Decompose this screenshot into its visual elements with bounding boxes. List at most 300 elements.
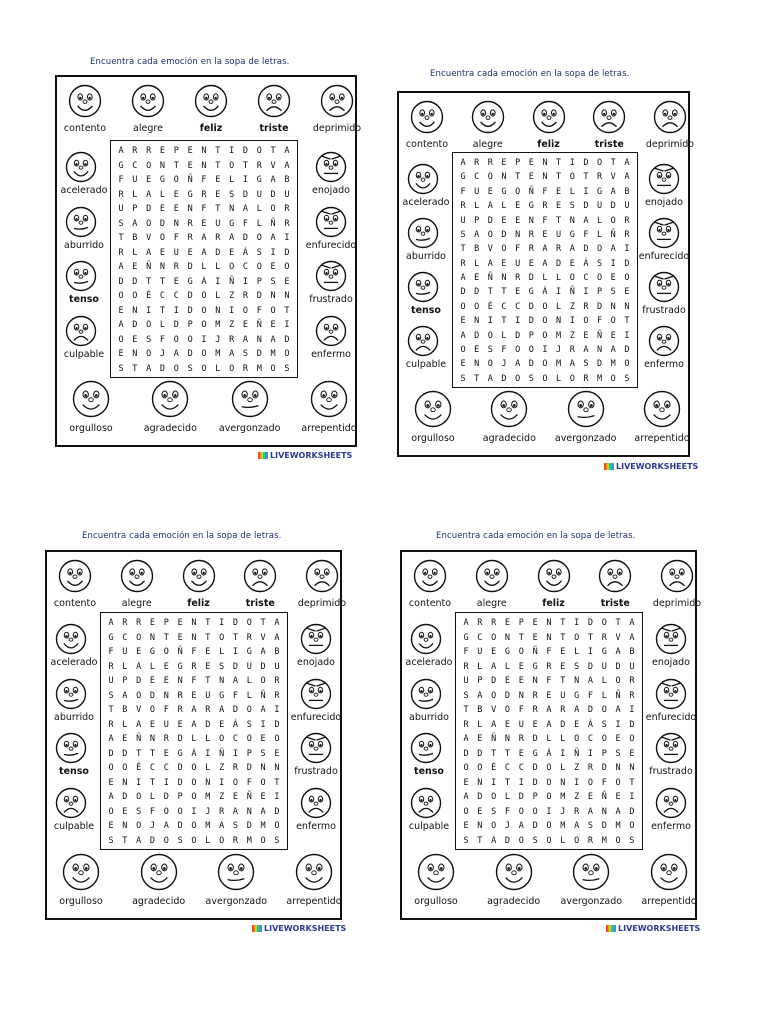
grid-letter[interactable]: L	[256, 204, 262, 214]
grid-letter[interactable]: N	[173, 218, 179, 229]
grid-letter[interactable]: N	[504, 734, 511, 744]
grid-letter[interactable]: T	[556, 158, 562, 168]
grid-letter[interactable]: E	[187, 160, 193, 171]
grid-letter[interactable]: F	[515, 244, 521, 255]
grid-letter[interactable]: O	[528, 344, 534, 355]
grid-letter[interactable]: A	[629, 618, 635, 628]
grid-letter[interactable]: D	[532, 734, 538, 744]
grid-letter[interactable]: Ñ	[574, 748, 580, 759]
grid-letter[interactable]: O	[201, 291, 207, 301]
grid-letter[interactable]: L	[560, 763, 566, 773]
grid-letter[interactable]: U	[274, 661, 280, 672]
grid-letter[interactable]: F	[256, 305, 262, 316]
grid-letter[interactable]: R	[201, 189, 207, 200]
grid-letter[interactable]: D	[232, 618, 239, 628]
grid-letter[interactable]: A	[146, 189, 152, 200]
grid-letter[interactable]: S	[491, 806, 497, 817]
grid-letter[interactable]: O	[163, 647, 169, 657]
grid-letter[interactable]: L	[597, 215, 603, 226]
grid-letter[interactable]: E	[118, 305, 124, 316]
grid-letter[interactable]: I	[201, 334, 207, 345]
grid-letter[interactable]: O	[163, 835, 169, 846]
grid-letter[interactable]: I	[270, 247, 276, 258]
grid-letter[interactable]: R	[560, 705, 566, 715]
grid-letter[interactable]: N	[205, 777, 211, 788]
grid-letter[interactable]: R	[146, 146, 152, 156]
grid-letter[interactable]: A	[219, 705, 225, 715]
grid-letter[interactable]: S	[246, 719, 252, 730]
grid-letter[interactable]: S	[583, 359, 589, 370]
grid-letter[interactable]: E	[460, 359, 466, 370]
grid-letter[interactable]: D	[136, 676, 142, 686]
grid-letter[interactable]: A	[118, 320, 124, 330]
grid-letter[interactable]: G	[256, 175, 262, 185]
grid-letter[interactable]: N	[477, 777, 483, 788]
grid-letter[interactable]: M	[246, 835, 252, 846]
grid-letter[interactable]: T	[146, 276, 152, 287]
grid-letter[interactable]: E	[532, 719, 538, 730]
grid-letter[interactable]: A	[624, 172, 630, 183]
grid-letter[interactable]: A	[270, 334, 276, 345]
grid-letter[interactable]: E	[463, 821, 469, 831]
grid-letter[interactable]: A	[542, 258, 548, 269]
grid-letter[interactable]: A	[615, 806, 621, 817]
grid-letter[interactable]: E	[122, 734, 128, 744]
grid-letter[interactable]: D	[629, 719, 635, 730]
grid-letter[interactable]: O	[574, 734, 580, 744]
grid-letter[interactable]: U	[556, 229, 562, 240]
grid-letter[interactable]: D	[474, 330, 480, 341]
grid-letter[interactable]: O	[463, 806, 469, 817]
grid-letter[interactable]: O	[246, 734, 252, 744]
grid-letter[interactable]: M	[256, 363, 262, 374]
grid-letter[interactable]: D	[477, 748, 483, 759]
grid-letter[interactable]: E	[542, 229, 548, 240]
grid-letter[interactable]: E	[546, 690, 552, 701]
grid-letter[interactable]: O	[260, 835, 266, 846]
grid-letter[interactable]: R	[232, 763, 239, 773]
grid-letter[interactable]: M	[615, 821, 621, 831]
grid-letter[interactable]: S	[136, 806, 142, 817]
grid-letter[interactable]: O	[629, 734, 635, 744]
grid-letter[interactable]: Á	[587, 719, 594, 730]
grid-letter[interactable]: U	[118, 204, 124, 214]
grid-letter[interactable]: P	[177, 792, 183, 802]
grid-letter[interactable]: R	[528, 229, 534, 240]
grid-letter[interactable]: R	[546, 661, 552, 672]
grid-letter[interactable]: D	[159, 363, 166, 374]
grid-letter[interactable]: O	[201, 363, 207, 374]
grid-letter[interactable]: L	[205, 734, 211, 744]
grid-letter[interactable]: L	[149, 792, 156, 802]
grid-letter[interactable]: O	[515, 373, 521, 384]
grid-letter[interactable]: R	[518, 734, 524, 744]
grid-letter[interactable]: T	[122, 835, 128, 846]
grid-letter[interactable]: Á	[542, 287, 548, 298]
grid-letter[interactable]: A	[136, 719, 142, 730]
grid-letter[interactable]: R	[118, 189, 124, 200]
grid-letter[interactable]: N	[256, 334, 262, 345]
grid-letter[interactable]: O	[487, 172, 493, 183]
grid-letter[interactable]: A	[474, 229, 480, 240]
grid-letter[interactable]: É	[491, 763, 497, 773]
grid-letter[interactable]: O	[491, 821, 497, 831]
grid-letter[interactable]: Á	[242, 247, 249, 258]
grid-letter[interactable]: E	[477, 806, 483, 817]
grid-letter[interactable]: A	[146, 363, 152, 374]
grid-letter[interactable]: G	[460, 172, 466, 183]
grid-letter[interactable]: P	[132, 204, 138, 214]
grid-letter[interactable]: N	[477, 821, 483, 831]
grid-letter[interactable]: A	[232, 676, 239, 686]
grid-letter[interactable]: S	[624, 373, 630, 384]
grid-letter[interactable]: D	[122, 748, 128, 759]
grid-letter[interactable]: O	[487, 330, 493, 341]
grid-letter[interactable]: A	[118, 262, 124, 272]
grid-letter[interactable]: U	[474, 186, 480, 197]
grid-letter[interactable]: E	[515, 201, 521, 212]
grid-letter[interactable]: Ñ	[177, 647, 183, 657]
grid-letter[interactable]: O	[501, 244, 507, 255]
grid-letter[interactable]: R	[597, 172, 603, 183]
grid-letter[interactable]: E	[556, 186, 562, 197]
grid-letter[interactable]: L	[215, 262, 221, 272]
grid-letter[interactable]: D	[284, 247, 290, 258]
grid-letter[interactable]: N	[615, 763, 621, 773]
grid-letter[interactable]: D	[149, 835, 156, 846]
grid-letter[interactable]: I	[583, 186, 589, 197]
grid-letter[interactable]: N	[201, 146, 207, 156]
grid-letter[interactable]: I	[629, 792, 635, 802]
grid-letter[interactable]: Ñ	[256, 320, 262, 330]
grid-letter[interactable]: R	[601, 632, 607, 643]
grid-letter[interactable]: D	[601, 821, 607, 831]
grid-letter[interactable]: A	[574, 705, 580, 715]
grid-letter[interactable]: E	[532, 632, 538, 643]
grid-letter[interactable]: E	[515, 215, 521, 226]
grid-letter[interactable]: F	[191, 647, 197, 657]
grid-letter[interactable]: O	[242, 305, 249, 316]
grid-letter[interactable]: E	[477, 734, 483, 744]
grid-letter[interactable]: O	[256, 262, 262, 272]
grid-letter[interactable]: D	[528, 359, 534, 370]
grid-letter[interactable]: E	[242, 320, 249, 330]
grid-letter[interactable]: O	[159, 233, 166, 243]
grid-letter[interactable]: R	[205, 705, 211, 715]
grid-letter[interactable]: D	[205, 719, 211, 730]
grid-letter[interactable]: M	[610, 359, 616, 370]
grid-letter[interactable]: O	[491, 690, 497, 701]
grid-letter[interactable]: I	[163, 777, 169, 788]
grid-letter[interactable]: O	[518, 835, 524, 846]
grid-letter[interactable]: L	[560, 734, 566, 744]
grid-letter[interactable]: R	[583, 301, 589, 312]
grid-letter[interactable]: D	[597, 359, 603, 370]
grid-letter[interactable]: O	[149, 705, 156, 715]
grid-letter[interactable]: L	[501, 330, 507, 341]
grid-letter[interactable]: T	[610, 158, 616, 168]
grid-letter[interactable]: L	[215, 291, 221, 301]
grid-letter[interactable]: I	[242, 276, 249, 287]
grid-letter[interactable]: L	[504, 661, 511, 672]
grid-letter[interactable]: N	[629, 763, 635, 773]
grid-letter[interactable]: J	[215, 334, 221, 345]
grid-letter[interactable]: Ñ	[270, 218, 276, 229]
grid-letter[interactable]: D	[491, 676, 497, 686]
grid-letter[interactable]: T	[205, 632, 211, 643]
grid-letter[interactable]: E	[132, 334, 138, 345]
grid-letter[interactable]: D	[629, 806, 635, 817]
grid-letter[interactable]: I	[587, 748, 594, 759]
grid-letter[interactable]: I	[284, 320, 290, 330]
grid-letter[interactable]: E	[108, 821, 114, 831]
grid-letter[interactable]: R	[542, 201, 548, 212]
grid-letter[interactable]: E	[629, 748, 635, 759]
grid-letter[interactable]: E	[132, 262, 138, 272]
grid-letter[interactable]: S	[118, 218, 124, 229]
grid-letter[interactable]: C	[583, 273, 589, 283]
grid-letter[interactable]: E	[270, 320, 276, 330]
grid-letter[interactable]: O	[487, 229, 493, 240]
grid-letter[interactable]: D	[232, 705, 239, 715]
grid-letter[interactable]: D	[242, 233, 249, 243]
grid-letter[interactable]: O	[474, 301, 480, 312]
grid-letter[interactable]: G	[187, 276, 193, 287]
grid-letter[interactable]: D	[163, 792, 169, 802]
grid-letter[interactable]: L	[597, 229, 603, 240]
grid-letter[interactable]: R	[215, 233, 221, 243]
grid-letter[interactable]: T	[474, 373, 480, 384]
grid-letter[interactable]: D	[173, 320, 179, 330]
grid-letter[interactable]: E	[528, 158, 534, 168]
grid-letter[interactable]: F	[601, 777, 607, 788]
grid-letter[interactable]: O	[610, 215, 616, 226]
grid-letter[interactable]: A	[546, 719, 552, 730]
grid-letter[interactable]: F	[108, 647, 114, 657]
grid-letter[interactable]: U	[163, 719, 169, 730]
grid-letter[interactable]: Ñ	[219, 748, 225, 759]
grid-letter[interactable]: R	[629, 690, 635, 701]
grid-letter[interactable]: A	[274, 618, 280, 628]
grid-letter[interactable]: O	[191, 835, 197, 846]
grid-letter[interactable]: L	[256, 218, 262, 229]
grid-letter[interactable]: C	[163, 763, 169, 773]
grid-letter[interactable]: E	[528, 172, 534, 183]
grid-letter[interactable]: P	[528, 330, 534, 341]
grid-letter[interactable]: C	[132, 160, 138, 171]
grid-letter[interactable]: S	[177, 835, 183, 846]
grid-letter[interactable]: U	[629, 661, 635, 672]
grid-letter[interactable]: O	[518, 806, 524, 817]
grid-letter[interactable]: N	[501, 172, 507, 183]
grid-letter[interactable]: O	[246, 705, 252, 715]
grid-letter[interactable]: T	[560, 632, 566, 643]
grid-letter[interactable]: T	[260, 618, 266, 628]
grid-letter[interactable]: S	[615, 748, 621, 759]
grid-letter[interactable]: D	[583, 244, 589, 255]
grid-letter[interactable]: J	[556, 344, 562, 355]
grid-letter[interactable]: F	[542, 186, 548, 197]
grid-letter[interactable]: O	[284, 262, 290, 272]
grid-letter[interactable]: I	[205, 748, 211, 759]
grid-letter[interactable]: O	[136, 690, 142, 701]
grid-letter[interactable]: R	[136, 618, 142, 628]
grid-letter[interactable]: D	[487, 215, 493, 226]
grid-letter[interactable]: R	[463, 719, 469, 730]
grid-letter[interactable]: N	[274, 763, 280, 773]
grid-letter[interactable]: E	[501, 215, 507, 226]
grid-letter[interactable]: E	[274, 748, 280, 759]
grid-letter[interactable]: U	[560, 690, 566, 701]
grid-letter[interactable]: R	[583, 373, 589, 384]
grid-letter[interactable]: T	[515, 172, 521, 183]
grid-letter[interactable]: Z	[219, 763, 225, 773]
grid-letter[interactable]: U	[256, 189, 262, 200]
grid-letter[interactable]: Z	[229, 291, 235, 301]
grid-letter[interactable]: J	[159, 349, 166, 359]
grid-letter[interactable]: R	[219, 806, 225, 817]
grid-letter[interactable]: M	[597, 373, 603, 384]
grid-letter[interactable]: D	[232, 661, 239, 672]
grid-letter[interactable]: E	[191, 690, 197, 701]
grid-letter[interactable]: G	[177, 661, 183, 672]
grid-letter[interactable]: D	[187, 349, 193, 359]
grid-letter[interactable]: I	[610, 258, 616, 269]
grid-letter[interactable]: P	[187, 320, 193, 330]
grid-letter[interactable]: O	[624, 273, 630, 283]
grid-letter[interactable]: L	[504, 792, 511, 802]
grid-letter[interactable]: O	[491, 792, 497, 802]
grid-letter[interactable]: O	[146, 320, 152, 330]
grid-letter[interactable]: T	[108, 705, 114, 715]
grid-letter[interactable]: D	[460, 287, 466, 298]
grid-letter[interactable]: N	[624, 301, 630, 312]
grid-letter[interactable]: M	[601, 835, 607, 846]
grid-letter[interactable]: O	[191, 777, 197, 788]
grid-letter[interactable]: O	[615, 835, 621, 846]
grid-letter[interactable]: D	[270, 189, 276, 200]
grid-letter[interactable]: L	[229, 175, 235, 185]
grid-letter[interactable]: T	[615, 618, 621, 628]
grid-letter[interactable]: A	[191, 705, 197, 715]
grid-letter[interactable]: E	[569, 258, 575, 269]
grid-letter[interactable]: S	[569, 201, 575, 212]
grid-letter[interactable]: D	[260, 661, 266, 672]
grid-letter[interactable]: R	[532, 690, 538, 701]
grid-letter[interactable]: U	[601, 661, 607, 672]
grid-letter[interactable]: T	[491, 748, 497, 759]
grid-letter[interactable]: T	[501, 287, 507, 298]
grid-letter[interactable]: O	[601, 734, 607, 744]
grid-letter[interactable]: R	[460, 258, 466, 269]
grid-letter[interactable]: G	[246, 647, 252, 657]
grid-letter[interactable]: R	[242, 363, 249, 374]
grid-letter[interactable]: A	[108, 618, 114, 628]
grid-letter[interactable]: O	[569, 373, 575, 384]
grid-letter[interactable]: O	[610, 373, 616, 384]
grid-letter[interactable]: E	[504, 676, 511, 686]
grid-letter[interactable]: R	[532, 705, 538, 715]
grid-letter[interactable]: D	[501, 373, 507, 384]
grid-letter[interactable]: V	[487, 244, 493, 255]
grid-letter[interactable]: T	[215, 146, 221, 156]
grid-letter[interactable]: D	[528, 273, 534, 283]
grid-letter[interactable]: T	[136, 748, 142, 759]
grid-letter[interactable]: T	[118, 233, 124, 243]
grid-letter[interactable]: O	[146, 349, 152, 359]
grid-letter[interactable]: E	[528, 258, 534, 269]
grid-letter[interactable]: É	[146, 291, 152, 301]
grid-letter[interactable]: O	[201, 349, 207, 359]
grid-letter[interactable]: L	[474, 201, 480, 212]
grid-letter[interactable]: E	[177, 618, 183, 628]
grid-letter[interactable]: S	[284, 363, 290, 374]
grid-letter[interactable]: E	[610, 330, 616, 341]
grid-letter[interactable]: T	[149, 777, 156, 788]
grid-letter[interactable]: O	[597, 244, 603, 255]
grid-letter[interactable]: T	[232, 632, 239, 643]
grid-letter[interactable]: C	[159, 291, 166, 301]
grid-letter[interactable]: A	[260, 806, 266, 817]
grid-letter[interactable]: E	[177, 719, 183, 730]
grid-letter[interactable]: U	[246, 661, 252, 672]
grid-letter[interactable]: F	[583, 229, 589, 240]
grid-letter[interactable]: C	[504, 763, 511, 773]
grid-letter[interactable]: I	[219, 777, 225, 788]
grid-letter[interactable]: O	[546, 792, 552, 802]
grid-letter[interactable]: R	[284, 204, 290, 214]
grid-letter[interactable]: D	[532, 821, 538, 831]
grid-letter[interactable]: A	[118, 146, 124, 156]
grid-letter[interactable]: R	[256, 160, 262, 171]
grid-letter[interactable]: I	[173, 305, 179, 316]
grid-letter[interactable]: A	[229, 349, 235, 359]
grid-letter[interactable]: R	[629, 676, 635, 686]
grid-letter[interactable]: O	[229, 262, 235, 272]
grid-letter[interactable]: Ñ	[260, 690, 266, 701]
grid-letter[interactable]: I	[518, 777, 524, 788]
grid-letter[interactable]: S	[528, 373, 534, 384]
grid-letter[interactable]: O	[546, 821, 552, 831]
grid-letter[interactable]: G	[219, 690, 225, 701]
grid-letter[interactable]: G	[601, 647, 607, 657]
grid-letter[interactable]: E	[270, 262, 276, 272]
grid-letter[interactable]: E	[560, 661, 566, 672]
grid-letter[interactable]: L	[132, 247, 138, 258]
grid-letter[interactable]: P	[477, 676, 483, 686]
grid-letter[interactable]: I	[242, 175, 249, 185]
grid-letter[interactable]: G	[532, 661, 538, 672]
grid-letter[interactable]: A	[515, 359, 521, 370]
grid-letter[interactable]: O	[191, 821, 197, 831]
grid-letter[interactable]: F	[159, 334, 166, 345]
grid-letter[interactable]: M	[215, 349, 221, 359]
grid-letter[interactable]: U	[215, 218, 221, 229]
grid-letter[interactable]: A	[583, 215, 589, 226]
grid-letter[interactable]: I	[274, 792, 280, 802]
grid-letter[interactable]: P	[474, 215, 480, 226]
grid-letter[interactable]: T	[556, 215, 562, 226]
grid-letter[interactable]: N	[528, 215, 534, 226]
grid-letter[interactable]: E	[504, 719, 511, 730]
grid-letter[interactable]: C	[122, 632, 128, 643]
grid-letter[interactable]: N	[501, 273, 507, 283]
grid-letter[interactable]: C	[518, 763, 524, 773]
grid-letter[interactable]: N	[177, 676, 183, 686]
grid-letter[interactable]: P	[246, 748, 252, 759]
grid-letter[interactable]: E	[260, 734, 266, 744]
grid-letter[interactable]: R	[122, 618, 128, 628]
